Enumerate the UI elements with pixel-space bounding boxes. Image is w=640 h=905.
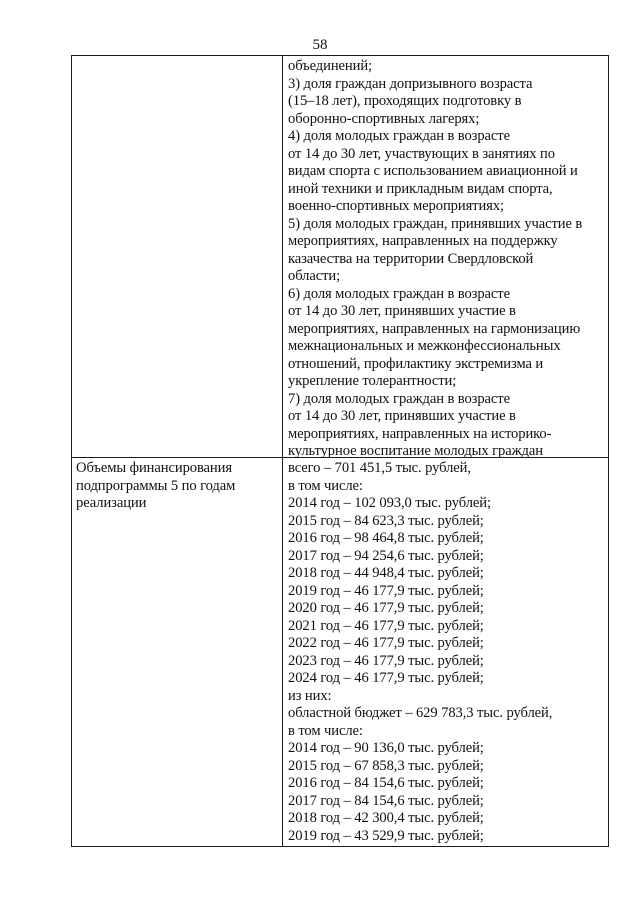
upper-row-line: 5) доля молодых граждан, принявших участие в (288, 215, 583, 232)
upper-row-line: иной техники и прикладным видам спорта, (288, 180, 553, 197)
funding-label-line-2: подпрограммы 5 по годам (76, 477, 236, 494)
funding-row-line: 2019 год – 43 529,9 тыс. рублей; (288, 827, 484, 844)
funding-row-line: в том числе: (288, 722, 363, 739)
upper-row-line: укрепление толерантности; (288, 373, 457, 389)
funding-row-line: 2024 год – 46 177,9 тыс. рублей; (288, 670, 484, 686)
funding-row-line: 2014 год – 102 093,0 тыс. рублей; (288, 495, 491, 511)
funding-row-line: всего – 701 451,5 тыс. рублей, (288, 460, 471, 476)
funding-row-line: 2018 год – 42 300,4 тыс. рублей; (288, 810, 484, 826)
funding-row-line: областной бюджет – 629 783,3 тыс. рублей, (288, 705, 553, 721)
funding-row-line: 2017 год – 94 254,6 тыс. рублей; (288, 547, 484, 564)
upper-row-line: межнациональных и межконфессиональных (288, 338, 561, 354)
funding-row-line: 2021 год – 46 177,9 тыс. рублей; (288, 617, 484, 634)
upper-row-line: казачества на территории Свердловской (288, 250, 534, 267)
upper-row-line: 4) доля молодых граждан в возрасте (288, 128, 510, 144)
upper-row-line: 6) доля молодых граждан в возрасте (288, 285, 510, 302)
upper-row-line: от 14 до 30 лет, принявших участие в (288, 303, 516, 319)
upper-row-line: области; (288, 268, 341, 284)
upper-row-line: культурное воспитание молодых граждан (288, 443, 543, 459)
funding-row-line: 2015 год – 67 858,3 тыс. рублей; (288, 757, 484, 774)
upper-row-line: от 14 до 30 лет, участвующих в занятиях по (288, 145, 555, 162)
funding-row-line: 2016 год – 98 464,8 тыс. рублей; (288, 530, 484, 546)
upper-row-line: объединений; (288, 58, 372, 74)
page-number: 58 (312, 37, 328, 53)
funding-row-line: 2019 год – 46 177,9 тыс. рублей; (288, 582, 484, 599)
upper-row-line: (15–18 лет), проходящих подготовку в (288, 93, 522, 109)
funding-row-line: 2020 год – 46 177,9 тыс. рублей; (288, 600, 484, 616)
funding-row-line: 2017 год – 84 154,6 тыс. рублей; (288, 792, 484, 809)
upper-row-line: мероприятиях, направленных на историко- (288, 425, 552, 442)
funding-row-line: 2018 год – 44 948,4 тыс. рублей; (288, 565, 484, 581)
upper-row-line: 3) доля граждан допризывного возраста (288, 75, 533, 92)
upper-row-line: от 14 до 30 лет, принявших участие в (288, 408, 516, 424)
funding-row-line: из них: (288, 687, 332, 704)
upper-row-line: мероприятиях, направленных на поддержку (288, 233, 558, 249)
upper-row-line: оборонно-спортивных лагерях; (288, 110, 480, 127)
funding-row-line: 2022 год – 46 177,9 тыс. рублей; (288, 635, 484, 651)
upper-row-line: отношений, профилактику экстремизма и (288, 355, 544, 372)
funding-label-line-1: Объемы финансирования (76, 460, 232, 476)
funding-row-line: 2014 год – 90 136,0 тыс. рублей; (288, 740, 484, 756)
funding-label-cell (76, 460, 276, 513)
funding-row-line: в том числе: (288, 477, 363, 494)
funding-row-line: 2023 год – 46 177,9 тыс. рублей; (288, 652, 484, 669)
upper-row-line: мероприятиях, направленных на гармонизацию (288, 320, 581, 337)
table-column-divider (282, 55, 283, 847)
upper-row-line: 7) доля молодых граждан в возрасте (288, 390, 510, 407)
upper-row-line: военно-спортивных мероприятиях; (288, 198, 504, 214)
funding-label-line-3: реализации (76, 495, 147, 512)
upper-row-line: видам спорта с использованием авиационной и (288, 163, 578, 179)
funding-row-line: 2015 год – 84 623,3 тыс. рублей; (288, 512, 484, 529)
funding-row-line: 2016 год – 84 154,6 тыс. рублей; (288, 775, 484, 791)
